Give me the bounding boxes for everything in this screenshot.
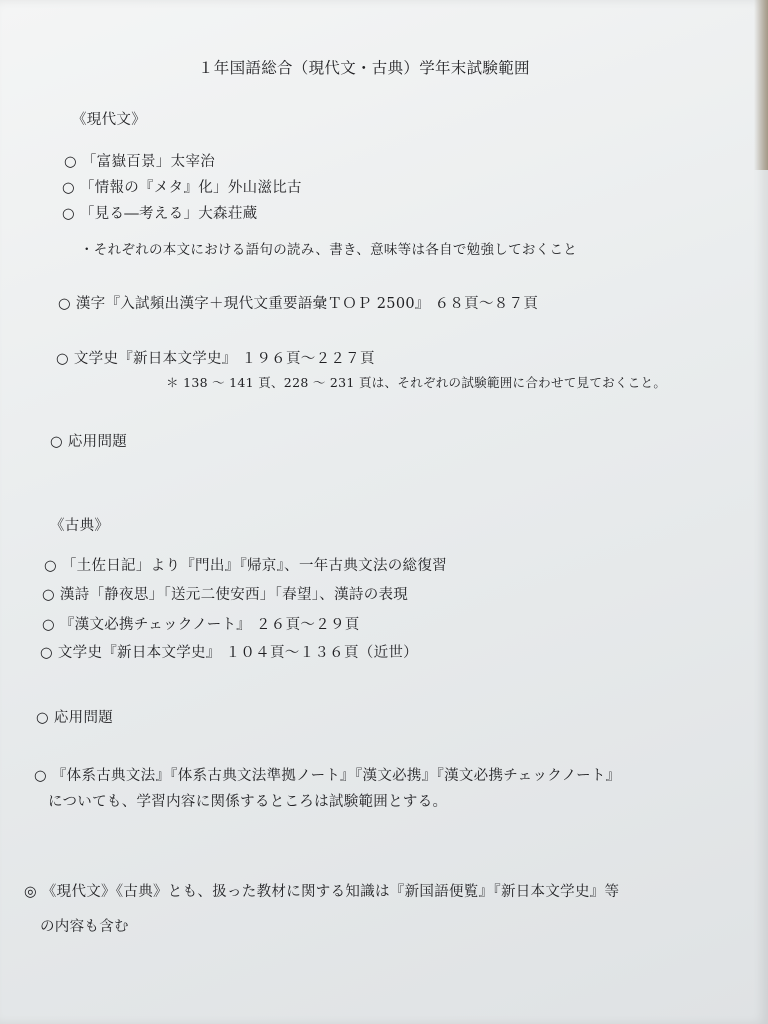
reference-books-line2: についても、学習内容に関係するところは試験範囲とする。 [48, 794, 448, 810]
kanji-range: ○ 漢字『入試頻出漢字＋現代文重要語彙ＴＯＰ 2500』 ６８頁〜８７頁 [58, 296, 539, 312]
list-item: ○ 『漢文必携チェックノート』 ２６頁〜２９頁 [42, 617, 360, 633]
section-heading-gendaibun: 《現代文》 [72, 112, 146, 128]
reference-books-line1: ○ 『体系古典文法』『体系古典文法準拠ノート』『漢文必携』『漢文必携チェックノート』 [34, 768, 621, 784]
ouyou-gendaibun: ○ 応用問題 [50, 434, 128, 450]
list-item: ○ 漢詩「静夜思」「送元二使安西」「春望」、漢詩の表現 [42, 587, 409, 603]
page-title: １年国語総合（現代文・古典）学年末試験範囲 [198, 59, 530, 77]
ouyou-koten: ○ 応用問題 [36, 710, 114, 726]
desk-background-edge [754, 0, 768, 170]
list-item: ○ 文学史『新日本文学史』 １０４頁〜１３６頁（近世） [40, 645, 418, 661]
study-note: ・それぞれの本文における語句の読み、書き、意味等は各自で勉強しておくこと [80, 242, 578, 258]
footer-note-line1: ◎ 《現代文》《古典》とも、扱った教材に関する知識は『新国語便覧』『新日本文学史』等 [24, 884, 620, 900]
list-item: ○ 「見る―考える」大森荘蔵 [62, 206, 258, 222]
section-heading-koten: 《古典》 [50, 518, 110, 534]
list-item: ○ 「土佐日記」より『門出』『帰京』、一年古典文法の総復習 [44, 558, 447, 574]
bungakushi-range: ○ 文学史『新日本文学史』 １９６頁〜２２７頁 [56, 351, 375, 367]
bungakushi-note: ＊ 138 〜 141 頁、228 〜 231 頁は、それぞれの試験範囲に合わせて見ておくこと。 [166, 375, 667, 390]
list-item: ○ 「情報の『メタ』化」外山滋比古 [62, 180, 302, 196]
footer-note-line2: の内容も含む [40, 919, 129, 935]
list-item: ○ 「富嶽百景」太宰治 [64, 154, 216, 170]
